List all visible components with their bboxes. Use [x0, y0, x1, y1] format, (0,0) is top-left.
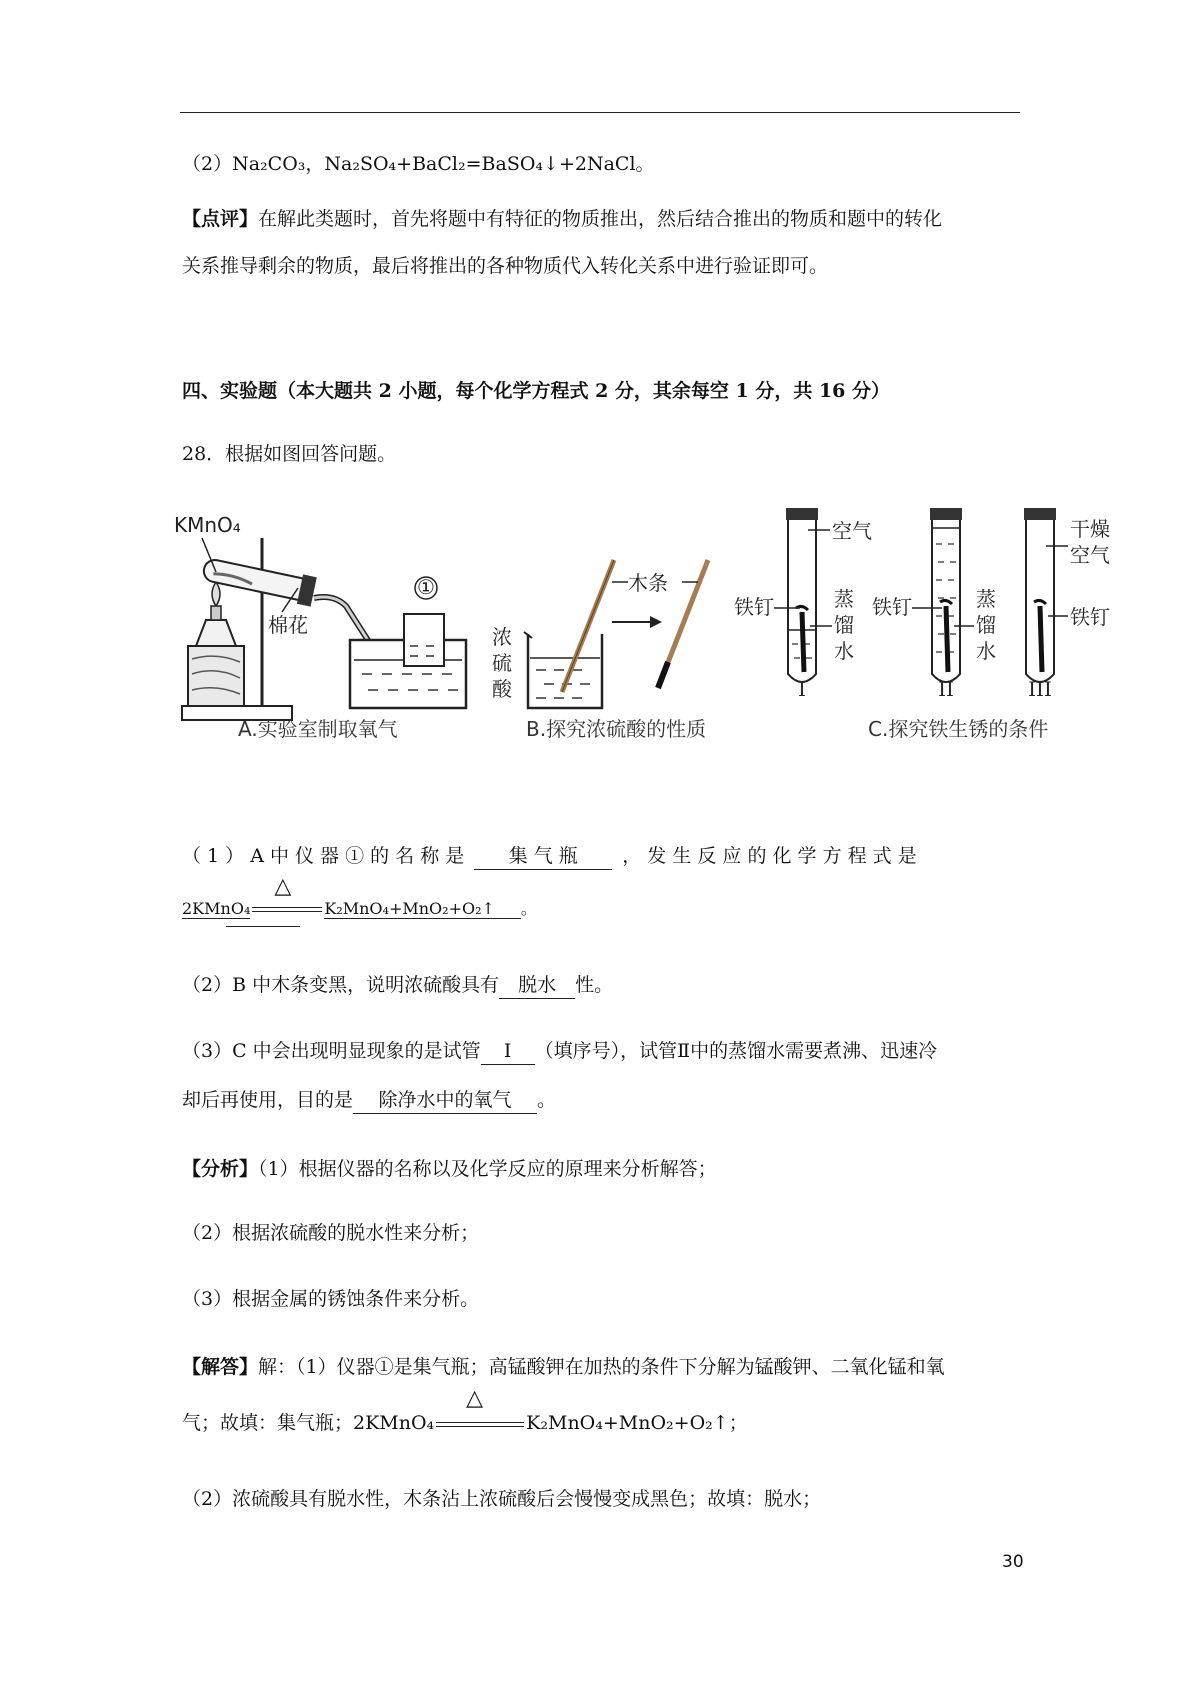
q1-line — [182, 843, 917, 870]
analysis-item-1: （1）根据仪器的名称以及化学反应的原理来分析解答； — [258, 1158, 717, 1180]
tube3-nail-label: 铁钉 — [1070, 605, 1110, 629]
q1-answer-blank: 集 气 瓶 — [474, 843, 612, 870]
solution-eq-delta: △ — [466, 1386, 484, 1411]
solution-tag: 【解答】 — [182, 1356, 259, 1378]
tube3-number: III — [1028, 677, 1052, 701]
tube3-dry-air-label-2: 空气 — [1070, 543, 1110, 567]
q2-prefix: （2）B 中木条变黑，说明浓硫酸具有 — [182, 974, 500, 996]
q1-eq-end: 。 — [520, 899, 537, 918]
analysis-tag: 【分析】 — [182, 1158, 259, 1180]
kmno4-label: KMnO₄ — [174, 513, 241, 537]
solution-line2-suffix: K₂MnO₄+MnO₂+O₂↑； — [526, 1412, 748, 1434]
header-rule — [180, 112, 1020, 113]
question-stem: 28．根据如图回答问题。 — [182, 443, 397, 465]
tube2-number: II — [938, 677, 954, 701]
solution-line2-prefix: 气；故填：集气瓶；2KMnO₄ — [182, 1412, 435, 1434]
previous-answer-line: （2）Na₂CO₃，Na₂SO₄+BaCl₂=BaSO₄↓+2NaCl。 — [182, 153, 655, 175]
experiment-figure — [174, 513, 1200, 814]
tube1-water-label-3: 水 — [834, 639, 854, 663]
acid-label-1: 浓 — [492, 625, 512, 649]
apparatus-c — [734, 508, 1110, 741]
q3-line-2 — [182, 1087, 556, 1114]
q1-eq-underline — [226, 926, 300, 927]
acid-label-2: 硫 — [492, 651, 512, 675]
solution-eq-condition — [436, 1386, 524, 1436]
stick-label: 木条 — [628, 571, 668, 595]
marker-1-label: ① — [417, 575, 435, 599]
q1-equation — [182, 874, 537, 922]
apparatus-b — [492, 560, 708, 741]
caption-a: A.实验室制取氧气 — [238, 717, 398, 741]
cotton-label: 棉花 — [268, 613, 308, 637]
section-title: 四、实验题（本大题共 2 小题，每个化学方程式 2 分，其余每空 1 分，共 16 分） — [182, 380, 891, 402]
q3-suffix: （填序号），试管Ⅱ中的蒸馏水需要煮沸、迅速冷 — [534, 1040, 938, 1062]
analysis-item-3: （3）根据金属的锈蚀条件来分析。 — [182, 1288, 480, 1310]
tube1-water-label-2: 馏 — [834, 613, 854, 637]
q2-line — [182, 972, 613, 999]
caption-c: C.探究铁生锈的条件 — [868, 717, 1049, 741]
q1-eq-delta: △ — [274, 874, 292, 899]
tube1-number: I — [798, 677, 806, 701]
q1-eq-left: 2KMnO₄ — [182, 899, 251, 918]
page-number: 30 — [1002, 1552, 1024, 1572]
review-tag: 【点评】 — [182, 208, 259, 230]
tube2-water-label-1: 蒸 — [976, 587, 996, 611]
review-text-1: 在解此类题时，首先将题中有特征的物质推出，然后结合推出的物质和题中的转化 — [258, 208, 943, 230]
q1-eq-condition — [252, 874, 322, 922]
tube2-water-label-3: 水 — [976, 639, 996, 663]
q3-line2-prefix: 却后再使用，目的是 — [182, 1089, 354, 1111]
q2-answer-blank: 脱水 — [499, 972, 575, 999]
caption-b: B.探究浓硫酸的性质 — [526, 717, 707, 741]
q3-answer-blank: I — [481, 1038, 535, 1065]
tube1-water-label-1: 蒸 — [834, 587, 854, 611]
review-line-2: 关系推导剩余的物质，最后将推出的各种物质代入转化关系中进行验证即可。 — [182, 255, 829, 277]
q1-eq-right: K₂MnO₄+MnO₂+O₂↑ — [324, 899, 521, 919]
q3-line2-answer-blank: 除净水中的氧气 — [353, 1087, 537, 1114]
q3-prefix: （3）C 中会出现明显现象的是试管 — [182, 1040, 481, 1062]
experiment-diagram — [174, 513, 1200, 814]
solution-text-1: 解：（1）仪器①是集气瓶；高锰酸钾在加热的条件下分解为锰酸钾、二氧化锰和氧 — [258, 1356, 945, 1378]
apparatus-a — [174, 513, 466, 741]
solution-line-3: （2）浓硫酸具有脱水性，木条沾上浓硫酸后会慢慢变成黑色；故填：脱水； — [182, 1488, 822, 1510]
review-line-1 — [182, 206, 942, 232]
tube2-water-label-2: 馏 — [976, 613, 996, 637]
q1-prefix: （ 1 ） A 中 仪 器 ① 的 名 称 是 — [182, 845, 465, 867]
tube1-nail-label: 铁钉 — [734, 595, 774, 619]
analysis-item-2: （2）根据浓硫酸的脱水性来分析； — [182, 1222, 480, 1244]
tube3-dry-air-label-1: 干燥 — [1070, 517, 1110, 541]
acid-label-3: 酸 — [492, 677, 512, 701]
q1-suffix: ， 发 生 反 应 的 化 学 方 程 式 是 — [622, 845, 917, 867]
solution-line-2 — [182, 1386, 748, 1436]
q2-suffix: 性。 — [575, 974, 614, 996]
solution-line-1 — [182, 1354, 945, 1380]
q3-line-1 — [182, 1038, 937, 1065]
analysis-line-1 — [182, 1156, 717, 1182]
q3-line2-suffix: 。 — [537, 1089, 557, 1111]
tube1-air-label: 空气 — [832, 519, 872, 543]
tube2-nail-label: 铁钉 — [872, 595, 912, 619]
